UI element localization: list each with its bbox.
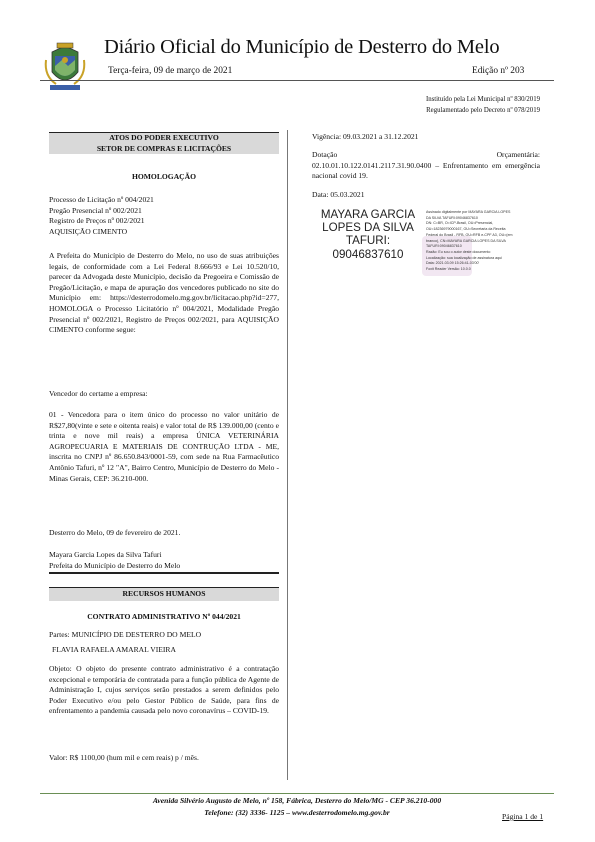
reference-line: Pregão Presencial nº 002/2021 — [49, 205, 142, 215]
digital-signature-info — [426, 210, 538, 273]
reference-lines — [49, 195, 279, 237]
validity: Vigência: 09.03.2021 a 31.12.2021 — [312, 132, 419, 141]
signature-info-line: Federal do Brasil - RFB, OU=RFB e-CPF A3, OU=(em — [426, 232, 513, 237]
edition-number: Edição nº 203 — [472, 66, 525, 76]
signature-info-line: Assinado digitalmente por MAYARA GARCIA LOPES — [426, 210, 511, 214]
section-title-executive: ATOS DO PODER EXECUTIVO — [109, 133, 219, 142]
contract-value: Valor: R$ 1100,00 (hum mil e cem reais) p / mês. — [49, 753, 199, 762]
budget-value: 02.10.01.10.122.0141.2117.31.90.0400 – Enfrentamento em emergência nacional covid 19. — [312, 160, 540, 181]
signatory-name: Mayara Garcia Lopes da Silva Tafuri — [49, 550, 162, 559]
contract-party-2: FLAVIA RAFAELA AMARAL VIEIRA — [52, 645, 176, 654]
publication-date: Terça-feira, 09 de março de 2021 — [108, 66, 233, 76]
homologation-heading: HOMOLOGAÇÃO — [131, 172, 197, 181]
reference-line: Processo de Licitação nº 004/2021 — [49, 195, 154, 204]
signature-info-line: branco), CN=MAYARA GARCIA LOPES DA SILVA — [426, 238, 506, 243]
reference-line: AQUISIÇÃO CIMENTO — [49, 226, 128, 236]
section-header-hr: RECURSOS HUMANOS — [49, 587, 279, 601]
signature-info-line: Localização: sua localização de assinatura aqui — [426, 255, 502, 260]
section-header-executive — [49, 132, 279, 154]
contract-date: Data: 05.03.2021 — [312, 190, 365, 199]
orcamentaria-label: Orçamentária: — [496, 150, 540, 159]
budget-allocation — [312, 150, 540, 182]
signature-info-line: TAFURI:09046837610 — [426, 244, 462, 249]
signature-info-line: DA SILVA TAFURI:09046837610 — [426, 215, 478, 220]
page-title: Diário Oficial do Município de Desterro do Melo — [104, 36, 500, 58]
budget-labels — [312, 150, 540, 161]
signature-info-line: OU=18236979000167, OU=Secretaria da Receita — [426, 227, 506, 232]
footer-divider — [40, 793, 554, 794]
coat-of-arms-icon — [40, 42, 90, 92]
winner-paragraph: 01 - Vencedora para o item único do processo no valor unitário de R$27,80(vinte e sete e oitenta reais) e valor total de R$ 139.000,00 (cento e trinta e nove mil reais) a empresa ÚNICA VETERINÁRIA AGROPECUARIA E MATERIAIS DE CONTRUÇÃO LTDA - ME, inscrita no CNPJ nº 86.650.843/0001-59, com sede na Rua Farmacêutico Antônio Tafuri, nº 12 "A", Bairro Centro, Município de Desterro do Melo - Minas Gerais, CEP: 36.210-000. — [49, 410, 279, 483]
reference-line: Registro de Preços nº 002/2021 — [49, 216, 145, 226]
signature-info-line: Foxit Reader Versão: 10.0.0 — [426, 267, 471, 272]
signature-info-line: DN: C=BR, O=ICP-Brasil, OU=Presencial, — [426, 221, 494, 226]
contract-parties: Partes: MUNICÍPIO DE DESTERRO DO MELO — [49, 630, 202, 639]
signature-info-line: Razão: Eu sou o autor deste documento — [426, 249, 491, 254]
column-divider — [287, 130, 288, 780]
place-date: Desterro do Melo, 09 de fevereiro de 2021. — [49, 528, 181, 537]
footer-contact: Telefone: (32) 3336- 1125 – www.desterrodomelo.mg.gov.br — [204, 808, 390, 817]
dotacao-label: Dotação — [312, 150, 338, 159]
contract-title: CONTRATO ADMINISTRATIVO Nº 044/2021 — [87, 612, 241, 621]
institution-line-2: Regulamentado pelo Decreto nº 078/2019 — [426, 107, 540, 114]
institution-line-1: Instituído pela Lei Municipal nº 830/2019 — [425, 96, 540, 103]
header-divider — [40, 80, 554, 81]
section-title-purchasing: SETOR DE COMPRAS E LICITAÇÕES — [96, 143, 232, 153]
signature-info-line: Data: 2021.03.09 15:26:41-03'00' — [426, 261, 480, 266]
contract-object: Objeto: O objeto do presente contrato administrativo é a contratação excepcional e temporária de contratada para a função pública de Agente de Administração I, cujos serviços serão prestados a serem definidos pelo Poder Executivo e/ou pelo Gestor Público de Saúde, para fins de enfrentamento a pandemia causada pelo novo coronavírus – COVID-19. — [49, 664, 279, 716]
footer-address: Avenida Silvério Augusto de Melo, nº 158, Fábrica, Desterro do Melo/MG - CEP 36.210-000 — [152, 796, 442, 805]
signature-divider — [49, 572, 279, 574]
digital-signature-name: MAYARA GARCIA LOPES DA SILVA TAFURI: 09046837610 — [320, 208, 416, 261]
homologation-paragraph: A Prefeita do Município de Desterro do Melo, no uso de suas atribuições legais, de conformidade com a Lei Federal 8.666/93 e Lei 10.520/10, parecer da Advogada deste Município, decisão da Pregoeira e Comissão de Pregão/Licitação, e mapa de apuração dos vencedores publicado no site do Município em: https://desterrodomelo.mg.gov.br/licitacao.php?id=277, HOMOLOGA o Processo Licitatório nº 004/2021, Modalidade Pregão Presencial nº 002/2021, Registro de Preços 002/2021, para AQUISIÇÃO CIMENTO conforme segue: — [49, 251, 279, 335]
winner-intro: Vencedor do certame a empresa: — [49, 389, 148, 398]
page-number: Página 1 de 1 — [502, 812, 544, 821]
signatory-title: Prefeita do Município de Desterro do Melo — [49, 561, 181, 570]
